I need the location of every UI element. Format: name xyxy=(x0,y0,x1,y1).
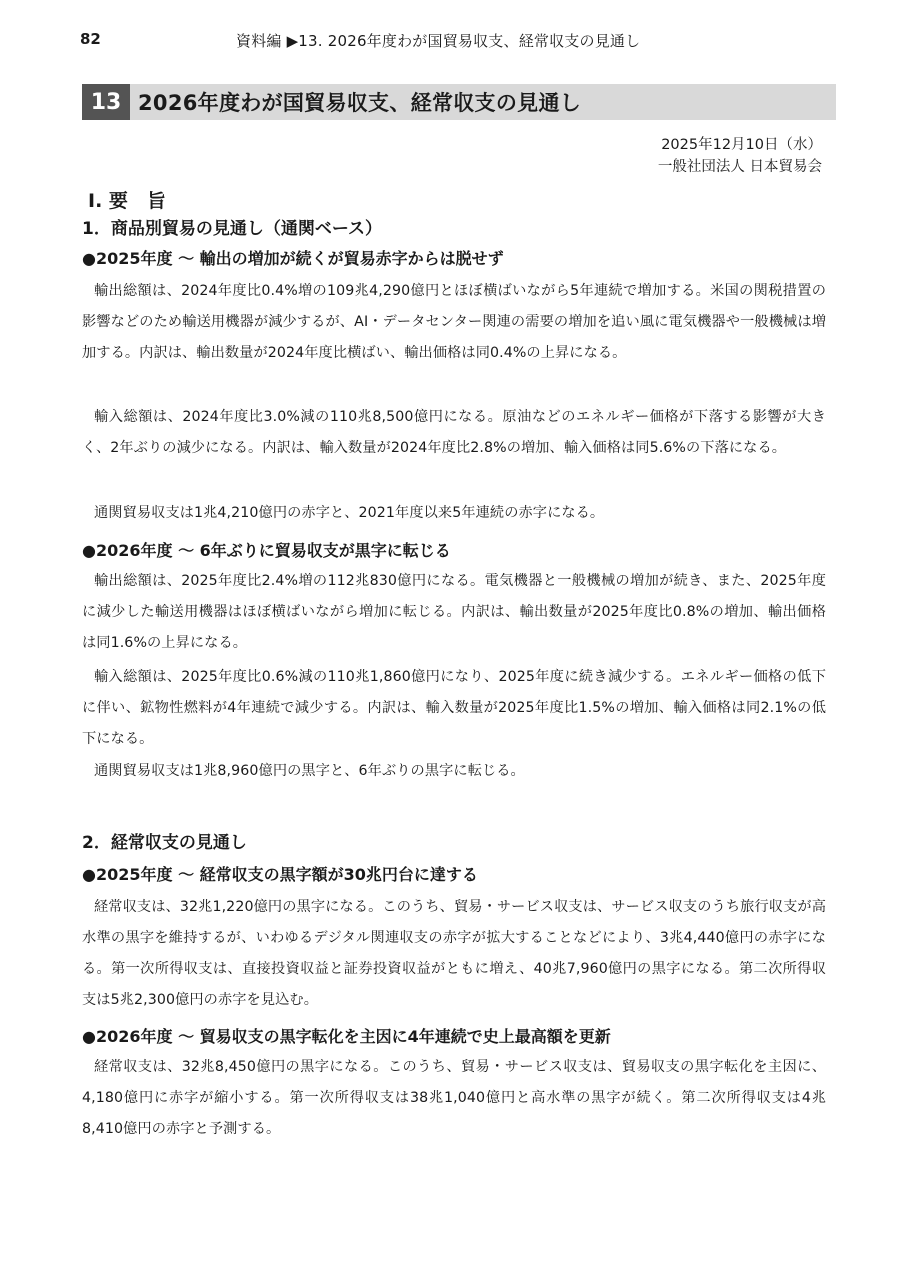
s1-fy2026-paragraph-exports: 輸出総額は、2025年度比2.4%増の112兆830億円になる。電気機器と一般機械の増加が続き、また、2025年度に減少した輸送用機器はほぼ横ばいながら増加に転じる。内訳は、輸出数量が2025年度比0.8%の増加、輸出価格は同1.6%の上昇になる。 xyxy=(82,573,826,651)
s1-fy2026-paragraph-imports: 輸入総額は、2025年度比0.6%減の110兆1,860億円になり、2025年度に続き減少する。エネルギー価格の低下に伴い、鉱物性燃料が4年連続で減少する。内訳は、輸入数量が2025年度比1.5%の増加、輸入価格は同2.1%の低下になる。 xyxy=(82,669,826,747)
chapter-title-bar xyxy=(82,84,836,120)
s2-fy2025-heading: ●2025年度 ～ 経常収支の黒字額が30兆円台に達する xyxy=(82,865,478,884)
running-header xyxy=(80,30,836,54)
s1-fy2026-paragraph-balance: 通関貿易収支は1兆8,960億円の黒字と、6年ぶりの黒字に転じる。 xyxy=(94,763,525,779)
chapter-number: 13 xyxy=(82,84,130,120)
s1-fy2025-heading: ●2025年度 ～ 輸出の増加が続くが貿易赤字からは脱せず xyxy=(82,249,504,268)
s1-fy2026-heading: ●2026年度 ～ 6年ぶりに貿易収支が黒字に転じる xyxy=(82,541,451,560)
section1-heading: 1．商品別貿易の見通し（通関ベース） xyxy=(82,219,382,239)
running-title: 資料編 ▶13. 2026年度わが国貿易収支、経常収支の見通し xyxy=(236,32,641,50)
chapter-title: 2026年度わが国貿易収支、経常収支の見通し xyxy=(138,91,582,115)
summary-heading: Ⅰ. 要 旨 xyxy=(88,190,166,212)
s2-fy2026-paragraph: 経常収支は、32兆8,450億円の黒字になる。このうち、貿易・サービス収支は、貿易収支の黒字転化を主因に、4,180億円に赤字が縮小する。第一次所得収支は38兆1,040億円と高水準の黒字が続く。第二次所得収支は4兆8,410億円の赤字と予測する。 xyxy=(82,1059,826,1137)
section2-heading: 2．経常収支の見通し xyxy=(82,833,247,853)
s2-fy2026-heading: ●2026年度 ～ 貿易収支の黒字転化を主因に4年連続で史上最高額を更新 xyxy=(82,1027,611,1046)
s1-fy2025-paragraph-imports: 輸入総額は、2024年度比3.0%減の110兆8,500億円になる。原油などのエネルギー価格が下落する影響が大きく、2年ぶりの減少になる。内訳は、輸入数量が2024年度比2.8%の増加、輸入価格は同5.6%の下落になる。 xyxy=(82,409,826,456)
page-number: 82 xyxy=(80,30,101,48)
s1-fy2025-paragraph-exports: 輸出総額は、2024年度比0.4%増の109兆4,290億円とほぼ横ばいながら5年連続で増加する。米国の関税措置の影響などのため輸送用機器が減少するが、AI・データセンター関連の需要の増加を追い風に電気機器や一般機械は増加する。内訳は、輸出数量が2024年度比横ばい、輸出価格は同0.4%の上昇になる。 xyxy=(82,283,826,361)
s2-fy2025-paragraph: 経常収支は、32兆1,220億円の黒字になる。このうち、貿易・サービス収支は、サービス収支のうち旅行収支が高水準の黒字を維持するが、いわゆるデジタル関連収支の赤字が拡大することなどにより、3兆4,440億円の赤字になる。第一次所得収支は、直接投資収益と証券投資収益がともに増え、40兆7,960億円の黒字になる。第二次所得収支は5兆2,300億円の赤字を見込む。 xyxy=(82,899,826,1008)
organization-name: 一般社団法人 日本貿易会 xyxy=(657,159,822,175)
document-meta xyxy=(658,134,822,178)
s1-fy2025-paragraph-balance: 通関貿易収支は1兆4,210億円の赤字と、2021年度以来5年連続の赤字になる。 xyxy=(94,505,605,521)
publication-date: 2025年12月10日（水） xyxy=(661,137,822,153)
